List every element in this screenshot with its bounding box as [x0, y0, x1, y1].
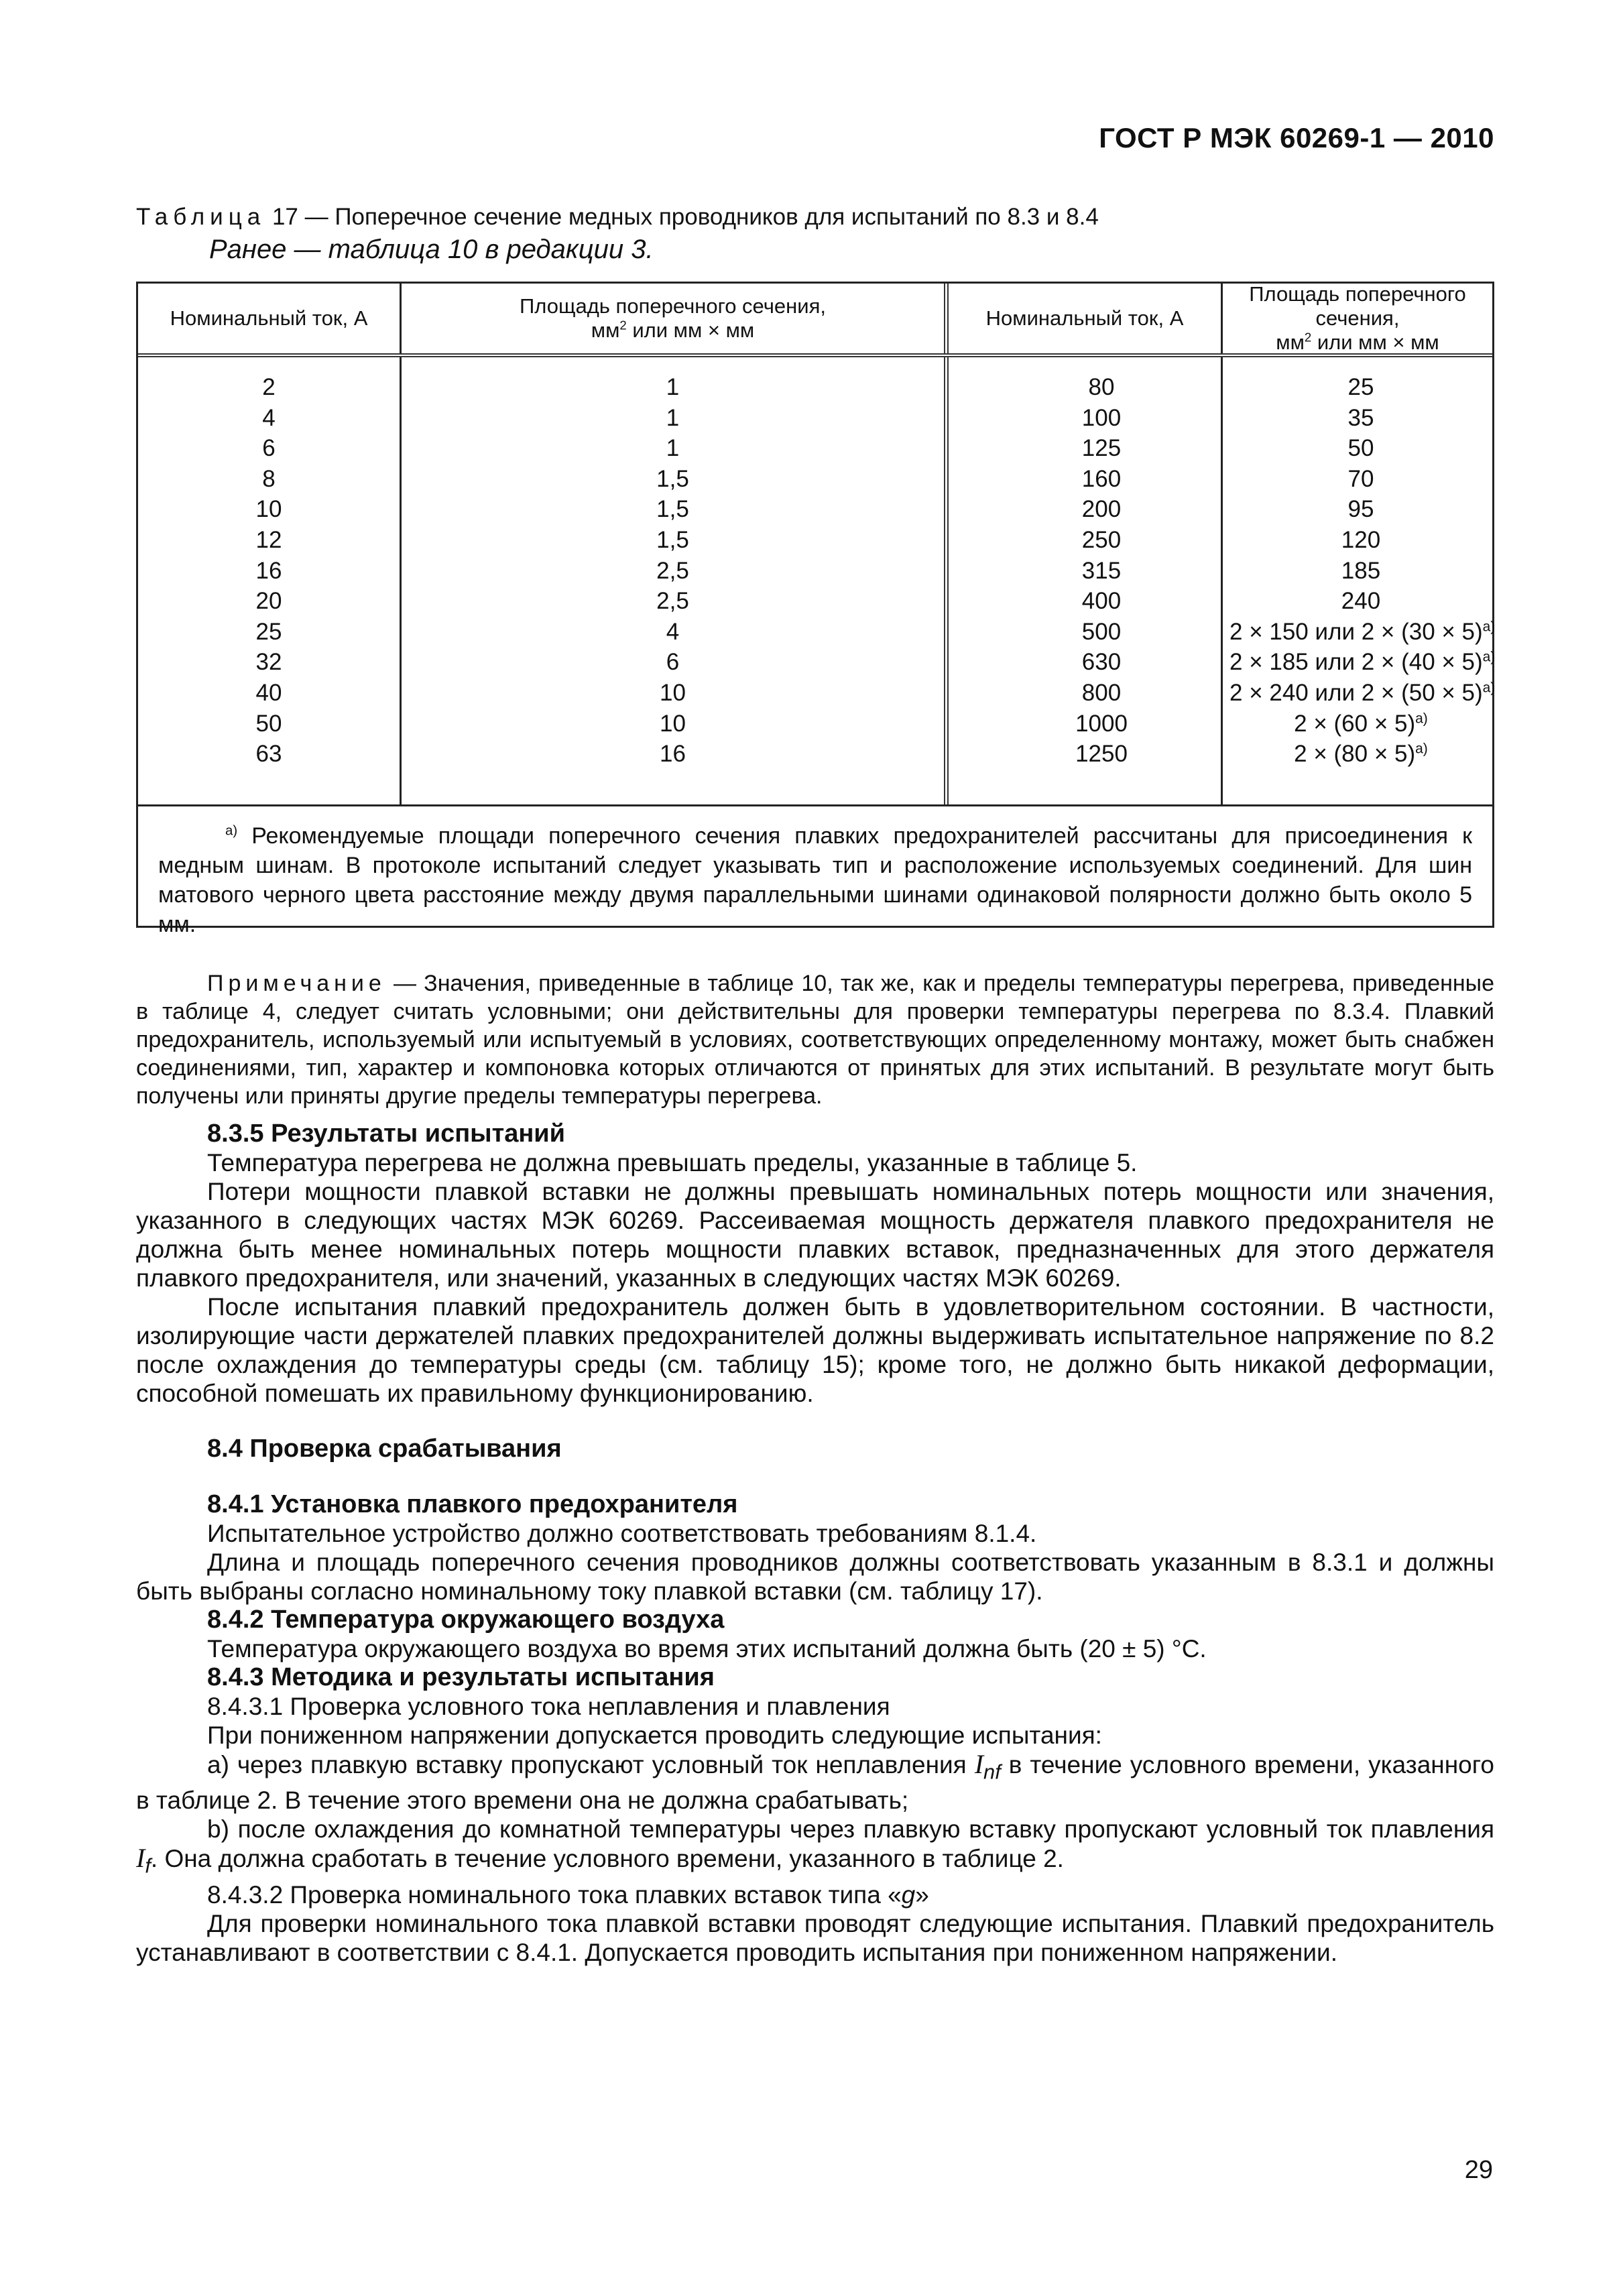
paragraph: 8.4.3.1 Проверка условного тока неплавления и плавления — [207, 1693, 890, 1720]
table-cell: 50 — [255, 710, 282, 737]
table-cell: 2,5 — [656, 588, 689, 615]
table-cell: 240 — [1341, 588, 1381, 615]
heading-8-4-1: 8.4.1 Установка плавкого предохранителя — [207, 1490, 738, 1518]
table-cell: 100 — [1081, 404, 1122, 431]
table-cell: 80 — [1088, 374, 1115, 400]
table-cell: 95 — [1347, 496, 1374, 523]
table-footnote — [138, 806, 1492, 937]
table-cell: 2 × 185 или $2 \times (40 \times 5)^{a)}$ — [1229, 649, 1496, 676]
column-area-2 — [1221, 357, 1496, 804]
table-cell: 1 — [666, 404, 680, 431]
table-cell: 4 — [666, 618, 680, 645]
table-cell: 40 — [255, 679, 282, 706]
heading-8-4-3: 8.4.3 Методика и результаты испытания — [207, 1663, 715, 1691]
table-cell: 25 — [1347, 374, 1374, 400]
table-cell: 1,5 — [656, 496, 689, 523]
list-item-a: а) через плавкую вставку пропускают условный ток неплавления $I_{nf}$ в течение условного времени, указанного в таблице 2. В течение этого времени она не должна срабатывать; — [136, 1749, 1494, 1815]
table-body — [138, 357, 1496, 806]
table-cell: 4 — [262, 404, 276, 431]
table-cell: 10 — [660, 710, 686, 737]
footnote-text: Рекомендуемые площади поперечного сечения плавких предохранителей рассчитаны для присоединения к медным шинам. В протоколе испытаний следует указывать тип и расположение используемых соединений. Для шин матового черного цвета расстояние между двумя параллельными шинами одинаковой полярности должно быть около 5 мм. — [158, 823, 1472, 937]
table-cell: 500 — [1081, 618, 1122, 645]
main-text — [136, 969, 1494, 1967]
list-item-b: b) после охлаждения до комнатной температуры через плавкую вставку пропускают условный ток плавления $I_f$. Она должна сработать в течение условного времени, указанного в таблице 2. — [136, 1815, 1494, 1878]
note-paragraph: Примечание — Значения, приведенные в таблице 10, так же, как и пределы температуры перегрева, приведенные в таблице 4, следует считать условными; они действительны для проверки температуры перегрева по 8.3.4. Плавкий предохранитель, используемый или испытуемый в условиях, соответствующих определенному монтажу, может быть снабжен соединениями, тип, характер и компоновка которых отличаются от принятых для этих испытаний. В результате могут быть получены или приняты другие пределы температуры перегрева. — [136, 971, 1494, 1109]
column-current-1 — [138, 357, 400, 804]
note-label: Примечание — [207, 971, 386, 996]
table-cell: 16 — [255, 557, 282, 584]
table-cell: 1,5 — [656, 465, 689, 492]
table-cell: 70 — [1347, 465, 1374, 492]
table-cell: 6 — [262, 435, 276, 462]
heading-8-4: 8.4 Проверка срабатывания — [207, 1435, 562, 1463]
table-cell: 8 — [262, 465, 276, 492]
table-cell: 2 — [262, 374, 276, 400]
table-subcaption: Ранее — таблица 10 в редакции 3. — [209, 235, 654, 264]
table-cell: 2 × 240 или $2 \times (50 \times 5)^{a)}$ — [1229, 679, 1496, 706]
paragraph: Потери мощности плавкой вставки не должны превышать номинальных потерь мощности или значения, указанного в следующих частях МЭК 60269. Рассеиваемая мощность держателя плавкого предохранителя не должна быть менее номинальных потерь мощности плавких вставок, предназначенных для этого держателя плавкого предохранителя, или значений, указанных в следующих частях МЭК 60269. — [136, 1178, 1494, 1292]
table-cell: 400 — [1081, 588, 1122, 615]
table-cell: 35 — [1347, 404, 1374, 431]
paragraph: Температура окружающего воздуха во время этих испытаний должна быть (20 ± 5) °С. — [207, 1635, 1207, 1663]
paragraph: Испытательное устройство должно соответствовать требованиям 8.1.4. — [207, 1520, 1037, 1547]
table-cell: 25 — [255, 618, 282, 645]
header-current-2: Номинальный ток, А — [985, 306, 1184, 330]
table-caption — [136, 202, 1099, 232]
heading-8-4-2: 8.4.2 Температура окружающего воздуха — [207, 1606, 725, 1634]
table-cell: 50 — [1347, 435, 1374, 462]
document-code: ГОСТ Р МЭК 60269-1 — 2010 — [1099, 122, 1494, 154]
table-cell: 250 — [1081, 526, 1122, 553]
table-cell: 125 — [1081, 435, 1122, 462]
table-cell: 120 — [1341, 526, 1381, 553]
footnote-mark: a) — [225, 823, 238, 839]
table-cell: 1000 — [1075, 710, 1128, 737]
table-cell: 2 × 150 или $2 \times (30 \times 5)^{a)}$ — [1229, 618, 1496, 645]
table-cell: 2,5 — [656, 557, 689, 584]
column-current-2 — [944, 357, 1221, 804]
table-cell: 63 — [255, 741, 282, 768]
table-cell: 10 — [255, 496, 282, 523]
table-cell: 16 — [660, 741, 686, 768]
table-header-row — [138, 284, 1492, 357]
paragraph: Для проверки номинального тока плавкой вставки проводят следующие испытания. Плавкий предохранитель устанавливают в соответствии с 8.4.1. Допускается проводить испытания при пониженном напряжении. — [136, 1909, 1494, 1966]
paragraph: При пониженном напряжении допускается проводить следующие испытания: — [207, 1721, 1102, 1749]
table-caption-text: 17 — Поперечное сечение медных проводников для испытаний по 8.3 и 8.4 — [272, 204, 1099, 230]
table-cell: $2 \times (80 \times 5)^{a)}$ — [1294, 741, 1428, 768]
column-area-1 — [400, 357, 944, 804]
table-cell: 1250 — [1075, 741, 1128, 768]
page-number: 29 — [1464, 2156, 1493, 2184]
table-cell: 20 — [255, 588, 282, 615]
paragraph: Длина и площадь поперечного сечения проводников должны соответствовать указанным в 8.3.1 и должны быть выбраны согласно номинальному току плавкой вставки (см. таблицу 17). — [136, 1549, 1494, 1605]
table-cell: $2 \times (60 \times 5)^{a)}$ — [1294, 710, 1428, 737]
table-cell: 185 — [1341, 557, 1381, 584]
table-cell: 1,5 — [656, 526, 689, 553]
paragraph: Температура перегрева не должна превышать пределы, указанные в таблице 5. — [207, 1149, 1138, 1176]
table-cell: 12 — [255, 526, 282, 553]
table-cell: 315 — [1081, 557, 1122, 584]
table-cell: 160 — [1081, 465, 1122, 492]
table-cell: 800 — [1081, 679, 1122, 706]
header-current-1: Номинальный ток, А — [170, 306, 368, 330]
table-cell: 200 — [1081, 496, 1122, 523]
table-cell: 6 — [666, 649, 680, 676]
header-area-2: Площадь поперечного сечения, $мм^2$ или мм × мм — [1249, 282, 1466, 354]
table-cell: 1 — [666, 374, 680, 400]
table-caption-word: Таблица — [136, 204, 266, 230]
table-cell: 32 — [255, 649, 282, 676]
paragraph: После испытания плавкий предохранитель должен быть в удовлетворительном состоянии. В частности, изолирующие части держателей плавких предохранителей должны выдерживать испытательное напряжение по 8.2 после охлаждения до температуры среды (см. таблицу 15); кроме того, не должно быть никакой деформации, способной помешать их правильному функционированию. — [136, 1293, 1494, 1407]
table-cell: 1 — [666, 435, 680, 462]
table-cell: 10 — [660, 679, 686, 706]
paragraph: 8.4.3.2 Проверка номинального тока плавких вставок типа «g» — [207, 1880, 929, 1909]
header-area-1: Площадь поперечного сечения, $мм^2$ или мм × мм — [520, 294, 826, 342]
heading-8-3-5: 8.3.5 Результаты испытаний — [207, 1120, 566, 1148]
table-cell: 630 — [1081, 649, 1122, 676]
cross-section-table — [136, 282, 1496, 937]
